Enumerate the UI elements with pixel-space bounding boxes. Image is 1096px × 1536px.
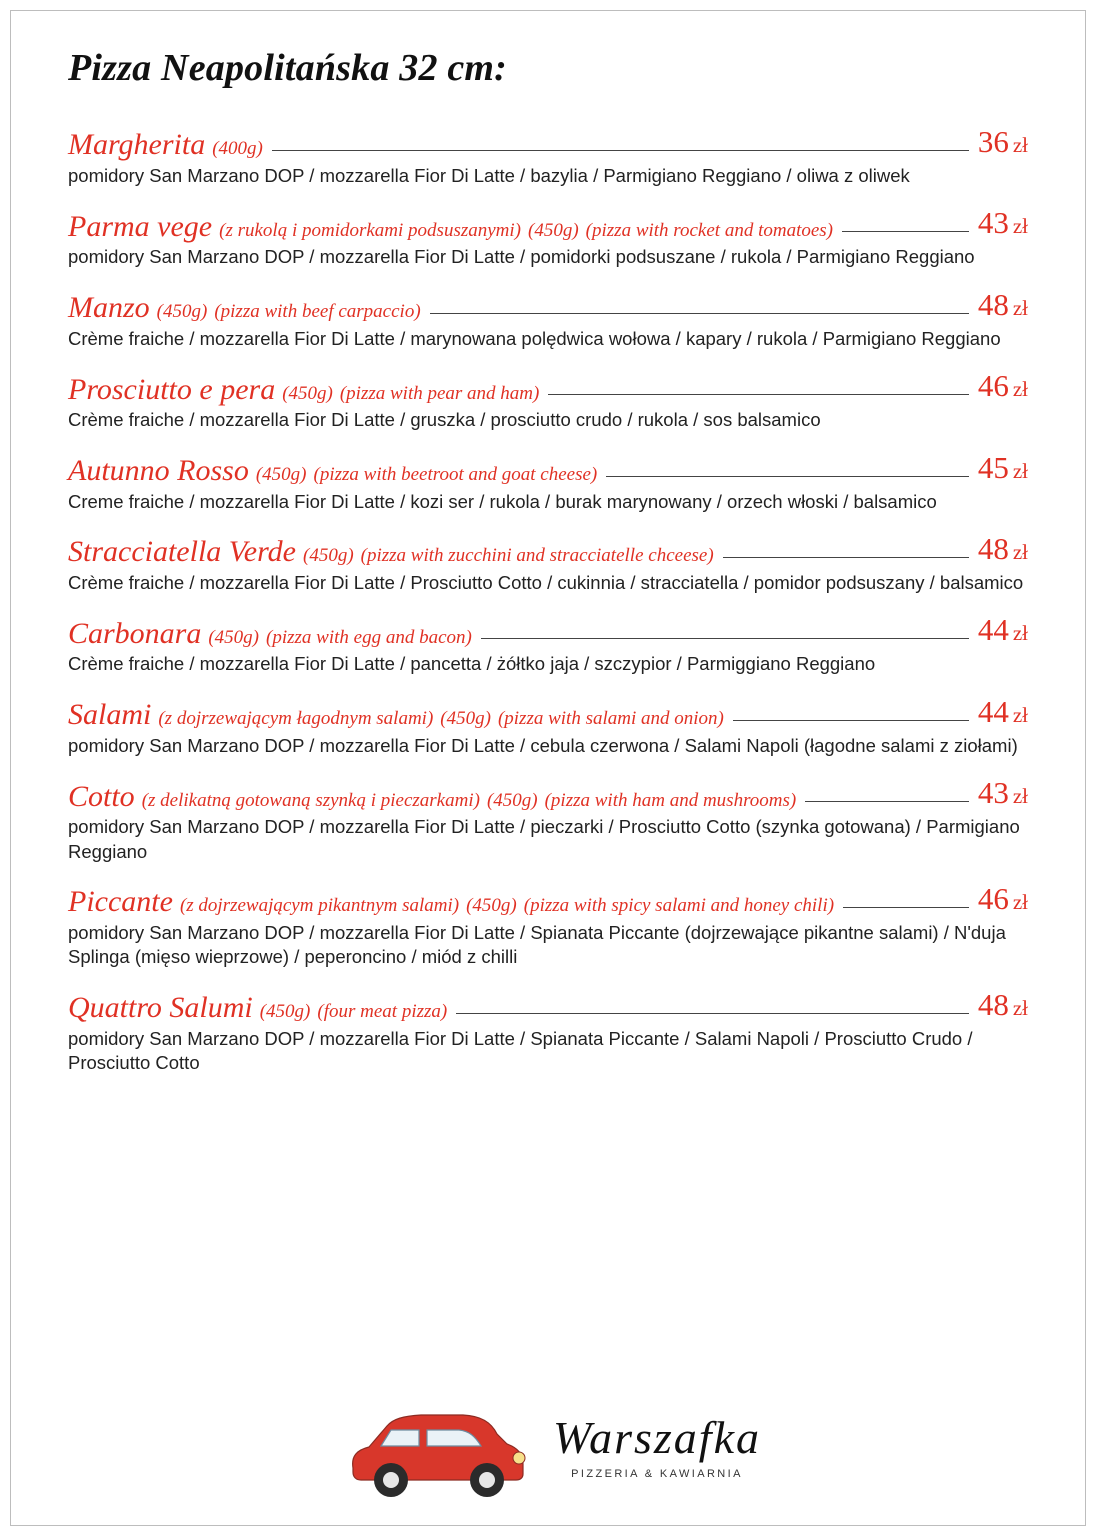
menu-item-price	[978, 205, 1028, 243]
brand-name: Warszafka	[553, 1411, 761, 1463]
menu-item-weight: (450g)	[255, 464, 307, 486]
menu-item-name: Autunno Rosso	[68, 454, 249, 488]
menu-item-english: (pizza with beetroot and goat cheese)	[313, 464, 598, 486]
menu-item-names	[68, 373, 539, 407]
menu-item-english: (pizza with egg and bacon)	[266, 626, 472, 648]
menu-item-price	[978, 531, 1028, 569]
leader-line	[805, 800, 969, 802]
menu-item-weight: (400g)	[212, 138, 263, 160]
price-currency: zł	[1012, 377, 1028, 402]
menu-item-name: Cotto	[68, 779, 135, 813]
menu-item-english: (pizza with beef carpaccio)	[214, 301, 421, 323]
menu-item-name: Piccante	[68, 885, 173, 919]
menu-item-name: Manzo	[68, 291, 150, 325]
menu-item-price	[978, 368, 1028, 406]
menu-item-head	[68, 287, 1028, 325]
price-amount: 46	[977, 881, 1009, 917]
menu-item-description: Crème fraiche / mozzarella Fior Di Latte / Prosciutto Cotto / cukinnia / stracciatella / pomidor podsuszany / balsamico	[68, 572, 1024, 594]
brand-subtitle: PIZZERIA & KAWIARNIA	[571, 1467, 743, 1480]
menu-item	[68, 775, 1028, 864]
menu-item-qualifier: (z delikatną gotowaną szynką i pieczarkami)	[141, 789, 480, 811]
leader-line	[430, 312, 969, 314]
price-amount: 44	[977, 693, 1009, 729]
menu-item-english: (pizza with salami and onion)	[497, 708, 724, 730]
menu-item-weight: (450g)	[528, 219, 579, 241]
menu-item-names	[68, 780, 796, 814]
menu-item	[68, 612, 1028, 676]
menu-item-head	[68, 205, 1028, 243]
menu-item-head	[68, 987, 1028, 1025]
menu-item-name: Margherita	[68, 128, 206, 162]
menu-item-names	[68, 210, 833, 244]
price-amount: 48	[977, 286, 1009, 322]
menu-item-weight: (450g)	[282, 382, 333, 404]
brand-text	[553, 1411, 761, 1480]
menu-item-weight: (450g)	[208, 626, 260, 648]
price-amount: 48	[977, 986, 1009, 1022]
menu-item-weight: (450g)	[156, 301, 208, 323]
price-currency: zł	[1012, 458, 1028, 483]
menu-item-name: Parma vege	[68, 209, 213, 243]
menu-item-description: pomidory San Marzano DOP / mozzarella Fior Di Latte / pomidorki podsuszane / rukola / Parmigiano Reggiano	[68, 246, 975, 268]
menu-item-qualifier: (z dojrzewającym łagodnym salami)	[158, 708, 434, 730]
leader-line	[842, 230, 969, 232]
menu-item-name: Quattro Salumi	[68, 991, 253, 1025]
menu-item-head	[68, 368, 1028, 406]
menu-item-head	[68, 612, 1028, 650]
price-amount: 43	[977, 775, 1009, 811]
menu-item-price	[978, 450, 1028, 488]
price-currency: zł	[1012, 214, 1028, 239]
menu-item-name: Prosciutto e pera	[68, 372, 276, 406]
menu-item-name: Carbonara	[68, 616, 202, 650]
price-currency: zł	[1012, 995, 1028, 1020]
menu-item-description: pomidory San Marzano DOP / mozzarella Fior Di Latte / Spianata Piccante / Salami Napoli / Prosciutto Crudo / Prosciutto Cotto	[68, 1027, 973, 1074]
menu-item-names	[68, 991, 447, 1025]
menu-item	[68, 368, 1028, 432]
menu-item-names	[68, 535, 714, 569]
menu-item-price	[978, 881, 1028, 919]
page-footer	[0, 1392, 1096, 1502]
leader-line	[548, 393, 969, 395]
leader-line	[606, 475, 969, 477]
menu-item-description: pomidory San Marzano DOP / mozzarella Fior Di Latte / Spianata Piccante (dojrzewające pikantne salami) / N'duja Splinga (mięso wieprzowe) / peperoncino / miód z chilli	[68, 922, 1006, 968]
menu-item-head	[68, 531, 1028, 569]
price-currency: zł	[1012, 621, 1028, 646]
price-amount: 36	[977, 124, 1009, 159]
menu-item-head	[68, 881, 1028, 919]
menu-item-english: (pizza with spicy salami and honey chili)	[523, 895, 835, 917]
menu-item-description: pomidory San Marzano DOP / mozzarella Fior Di Latte / bazylia / Parmigiano Reggiano / oliwa z oliwek	[68, 165, 910, 186]
price-currency: zł	[1012, 784, 1028, 809]
menu-item-head	[68, 450, 1028, 488]
menu-item-description: Crème fraiche / mozzarella Fior Di Latte / marynowana polędwica wołowa / kapary / rukola / Parmigiano Reggiano	[68, 327, 1001, 349]
menu-item-qualifier: (z dojrzewającym pikantnym salami)	[179, 895, 460, 917]
menu-item-english: (pizza with zucchini and stracciatelle chceese)	[360, 545, 714, 567]
leader-line	[723, 556, 969, 558]
menu-item	[68, 694, 1028, 758]
leader-line	[843, 906, 969, 908]
menu-item-weight: (450g)	[259, 1001, 311, 1023]
menu-item-names	[68, 885, 834, 919]
menu-item-price	[978, 124, 1028, 162]
price-currency: zł	[1012, 702, 1028, 727]
menu-item-name: Stracciatella Verde	[68, 535, 296, 569]
leader-line	[456, 1012, 969, 1014]
menu-item-qualifier: (z rukolą i pomidorkami podsuszanymi)	[219, 219, 522, 241]
menu-item-english: (pizza with rocket and tomatoes)	[585, 219, 833, 241]
menu-item-description: Crème fraiche / mozzarella Fior Di Latte / pancetta / żółtko jaja / szczypior / Parmiggiano Reggiano	[68, 653, 876, 675]
menu-item-description: pomidory San Marzano DOP / mozzarella Fior Di Latte / cebula czerwona / Salami Napoli (łagodne salami z ziołami)	[68, 734, 1018, 756]
menu-item-head	[68, 775, 1028, 813]
menu-item-weight: (450g)	[486, 789, 538, 811]
menu-item-head	[68, 694, 1028, 732]
menu-item-head	[68, 124, 1028, 162]
price-amount: 45	[977, 449, 1009, 485]
menu-item-names	[68, 128, 263, 162]
menu-item-names	[68, 698, 724, 732]
menu-item	[68, 881, 1028, 970]
menu-item-names	[68, 454, 597, 488]
menu-item-description: pomidory San Marzano DOP / mozzarella Fior Di Latte / pieczarki / Prosciutto Cotto (szynka gotowana) / Parmigiano Reggiano	[68, 816, 1020, 862]
menu-item-english: (four meat pizza)	[317, 1001, 448, 1023]
menu-item	[68, 124, 1028, 188]
vintage-car-icon	[335, 1392, 535, 1502]
menu-item	[68, 450, 1028, 514]
price-currency: zł	[1012, 540, 1028, 565]
menu-item	[68, 287, 1028, 351]
brand-logo	[335, 1392, 761, 1502]
menu-item-description: Crème fraiche / mozzarella Fior Di Latte / gruszka / prosciutto crudo / rukola / sos balsamico	[68, 409, 821, 431]
menu-item-price	[978, 694, 1028, 732]
leader-line	[481, 637, 969, 639]
menu-item	[68, 987, 1028, 1076]
leader-line	[733, 719, 969, 721]
menu-item-weight: (450g)	[303, 545, 354, 567]
price-amount: 43	[977, 205, 1009, 241]
menu-item-names	[68, 291, 421, 325]
menu-item-price	[978, 775, 1028, 813]
price-currency: zł	[1012, 133, 1028, 157]
menu-item-price	[978, 612, 1028, 650]
menu-item-names	[68, 617, 472, 651]
price-currency: zł	[1012, 890, 1028, 915]
menu-item-weight: (450g)	[440, 708, 491, 730]
menu-item	[68, 205, 1028, 269]
menu-content	[68, 46, 1028, 1093]
price-currency: zł	[1012, 295, 1028, 320]
menu-item-weight: (450g)	[466, 895, 517, 917]
price-amount: 48	[977, 531, 1009, 567]
page-title: Pizza Neapolitańska 32 cm:	[68, 47, 508, 89]
leader-line	[272, 149, 969, 151]
menu-item-price	[978, 987, 1028, 1025]
price-amount: 46	[977, 368, 1009, 404]
menu-item-price	[978, 287, 1028, 325]
menu-item-english: (pizza with ham and mushrooms)	[544, 789, 797, 811]
menu-item-description: Creme fraiche / mozzarella Fior Di Latte / kozi ser / rukola / burak marynowany / orzech włoski / balsamico	[68, 490, 937, 512]
menu-item	[68, 531, 1028, 595]
menu-item-english: (pizza with pear and ham)	[339, 382, 540, 404]
menu-item-name: Salami	[68, 698, 152, 732]
price-amount: 44	[977, 612, 1009, 648]
